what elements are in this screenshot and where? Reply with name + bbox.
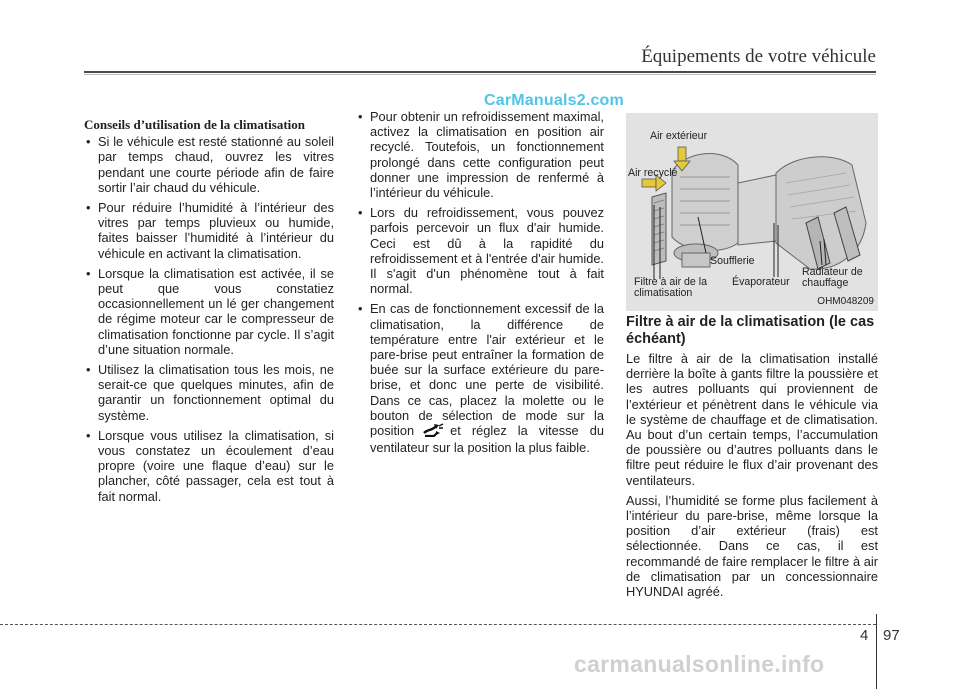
page-number: 97 [883,627,900,644]
column-middle [356,109,604,460]
label-recirculated-air: Air recyclé [628,167,678,179]
footer-rule [0,624,876,625]
header-rule [84,71,876,73]
tips-list-continued [356,109,604,455]
label-blower: Soufflerie [710,255,755,267]
floor-defrost-mode-icon [422,423,444,440]
section-paragraph: Le filtre à air de la climatisation installé derrière la boîte à gants filtre la poussière et les autres polluants qui proviennent de l’extérieur et pénètrent dans le véhicule via le système de chauffage et de climatisation. Au bout d’un certain temps, l’accumulation de poussière ou d’autres polluants dans le filtre peut réduire le flux d’air provenant des ventilateurs. [626,351,878,488]
column-right [626,314,878,604]
hvac-diagram [626,113,878,311]
watermark-top[interactable]: CarManuals2.com [484,92,624,109]
subhead-tips: Conseils d’utilisation de la climatisation [84,117,306,132]
label-air-filter: Filtre à air de la climatisation [634,276,708,299]
bullet-text-part1: En cas de fonctionnement excessif de la climatisation, la différence de température entre l'air extérieur et le pare-brise peut entraîner la formation de buée sur la surface extérieure du pare-brise, et donc une perte de visibilité. Dans ce cas, placez la molette ou le bouton de sélection de mode sur la position [370,301,604,439]
label-heater-core: Radiateur de chauffage [802,266,863,289]
list-item: • Pour obtenir un refroidissement maximal, activez la climatisation en position air recyclé. Toutefois, un fonctionnement prolongé dans cette configuration peut donner une impression de renfermé à l’intérieur du véhicule. [356,109,604,200]
watermark-bottom[interactable]: carmanualsonline.info [574,651,825,677]
list-item: • Lors du refroidissement, vous pouvez parfois percevoir un flux d'air humide. Ceci est dû à la rapidité du refroidissement et à l'entrée d'air humide. Il s'agit d'un phénomène tout à fait normal. [356,205,604,296]
bullet-text-part2: et réglez la vitesse du ventilateur sur la position la plus faible. [370,423,604,456]
footer-divider [876,614,877,689]
header-rule-thin [84,74,876,75]
label-outside-air: Air extérieur [650,130,708,142]
tips-list [84,134,334,504]
list-item: • Lorsque la climatisation est activée, il se peut que vous constatiez occasionnellement un lé ger changement de régime moteur car le compresseur de climatisation fonctionne par cycle. Il s’agit d’une situation normale. [84,266,334,357]
column-left [84,117,334,509]
list-item: • Si le véhicule est resté stationné au soleil par temps chaud, ouvrez les vitres pendant une courte période afin de faire sortir l’air chaud du véhicule. [84,134,334,195]
list-item: • Lorsque vous utilisez la climatisation, si vous constatez un écoulement d’eau propre (voire une flaque d’eau) sur le plancher, côté passager, cela est tout à fait normal. [84,428,334,504]
list-item [356,301,604,455]
list-item: • Utilisez la climatisation tous les mois, ne serait-ce que quelques minutes, afin de garantir un fonctionnement optimal du système. [84,362,334,423]
list-item: • Pour réduire l’humidité à l’intérieur des vitres par temps pluvieux ou humide, faites baisser l’humidité à l’intérieur du véhicule en activant la climatisation. [84,200,334,261]
figure-code: OHM048209 [817,296,874,307]
page-header-title: Équipements de votre véhicule [641,46,876,67]
label-evaporator: Évaporateur [732,276,790,288]
section-title: Filtre à air de la climatisation (le cas échéant) [626,314,875,347]
chapter-number: 4 [860,627,869,644]
section-paragraph: Aussi, l’humidité se forme plus facilement à l’intérieur du pare-brise, même lorsque la position d’air extérieur (frais) est sélectionnée. Dans ce cas, il est recommandé de faire remplacer le filtre à air de climatisation par un concessionnaire HYUNDAI agréé. [626,492,878,600]
